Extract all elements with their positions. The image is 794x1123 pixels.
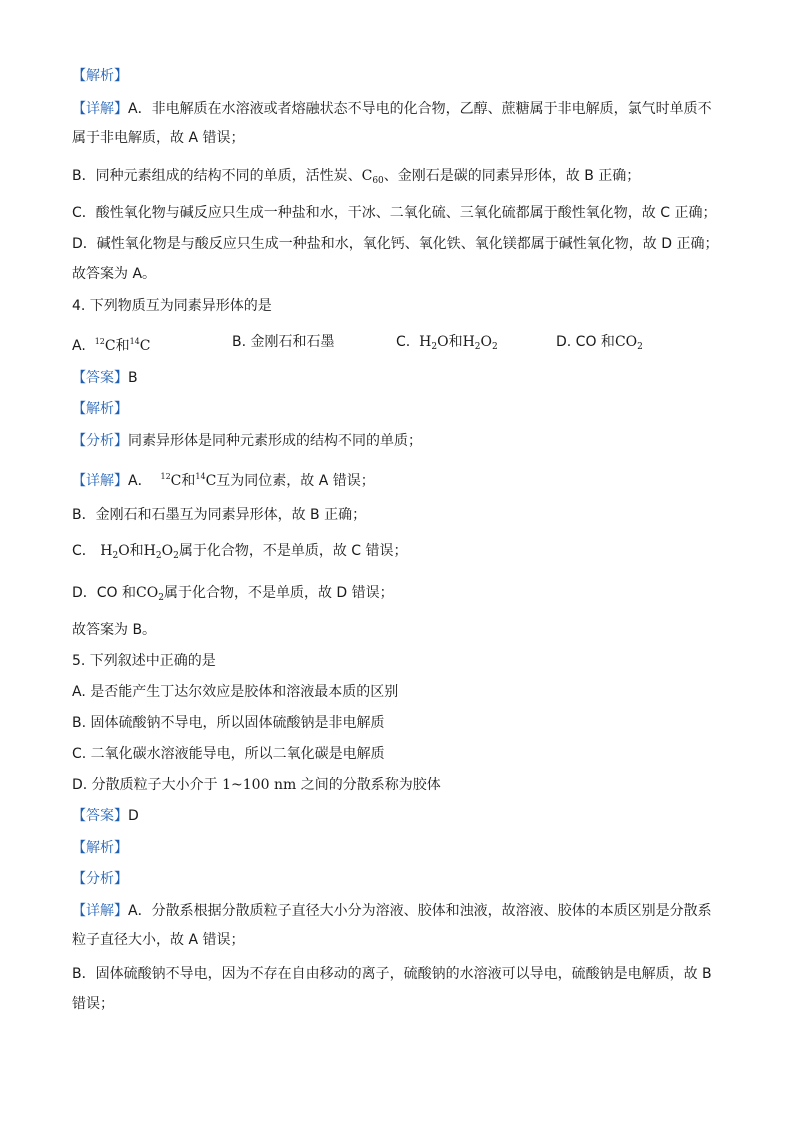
q4-opt-a-mid: 和 [115, 338, 130, 354]
q4-opt-d-co: CO [614, 334, 638, 350]
q4-opt-c-two3: 2 [492, 342, 498, 352]
q3-detail-a-line1 [72, 99, 712, 119]
q5-detail-label: 【详解】 [72, 903, 128, 919]
q4-option-a [72, 332, 151, 356]
q5-answer [72, 806, 139, 826]
q4-opt-c-o2: O [480, 334, 493, 350]
q4-option-c [396, 332, 498, 357]
q4-opt-c-prefix: C. [396, 334, 411, 350]
q4-d-c-h2: H [143, 543, 156, 559]
q5-analysis-label: 【分析】 [72, 871, 128, 887]
q4-answer-line: 故答案为 B。 [72, 622, 157, 638]
q4-answer [72, 368, 138, 388]
q4-answer-value: B [128, 370, 138, 386]
q4-d-d-prefix: D．CO 和 [72, 585, 137, 601]
q5-detail-a-text: A．分散系根据分散质粒子直径大小分为溶液、胶体和浊液，故溶液、胶体的本质区别是分散系 [128, 903, 712, 919]
q3-b-c: C [361, 168, 373, 184]
q4-option-b: B. 金刚石和石墨 [232, 334, 335, 350]
q4-detail-c [72, 541, 408, 566]
q5-detail-a-line1 [72, 901, 712, 921]
q3-detail-label: 【详解】 [72, 101, 128, 117]
q4-d-c-o2: O [161, 543, 174, 559]
q4-d-c-h: H [100, 543, 113, 559]
q4-d-c-two2: 2 [155, 551, 162, 561]
q4-d-a-sup1: 12 [160, 472, 171, 481]
q3-b-post: 、金刚石是碳的同素异形体，故 B 正确； [383, 168, 641, 184]
q4-d-c-two: 2 [112, 551, 119, 561]
q4-answer-label: 【答案】 [72, 370, 128, 386]
q5-detail-a-line2: 粒子直径大小，故 A 错误； [72, 932, 245, 948]
q4-d-a-prefix: A． [128, 473, 152, 489]
q4-d-c-prefix: C． [72, 543, 96, 559]
q4-opt-d-prefix: D. CO 和 [556, 334, 615, 350]
q4-d-a-post: 互为同位素，故 A 错误； [216, 473, 375, 489]
q3-detail-b [72, 166, 640, 191]
q4-opt-c-h2: H [462, 334, 475, 350]
q4-opt-a-sup2: 14 [129, 337, 140, 346]
q4-d-c-o: O [118, 543, 130, 559]
q3-detail-c: C．酸性氧化物与碱反应只生成一种盐和水，干冰、二氧化硫、三氧化硫都属于酸性氧化物，故 C 正确； [72, 205, 717, 221]
q4-analysis-label: 【分析】 [72, 433, 128, 449]
q5-opt-d-unit: nm [273, 777, 297, 793]
q4-opt-a-c1: C [104, 338, 116, 354]
q4-detail-label: 【详解】 [72, 473, 128, 489]
q4-opt-a-sup1: 12 [94, 337, 105, 346]
q3-detail-d: D．碱性氧化物是与酸反应只生成一种盐和水，氧化钙、氧化铁、氧化镁都属于碱性氧化物，故 D 正确； [72, 236, 719, 252]
q5-option-b: B. 固体硫酸钠不导电，所以固体硫酸钠是非电解质 [72, 715, 385, 731]
q5-detail-b-line1: B．固体硫酸钠不导电，因为不存在自由移动的离子，硫酸钠的水溶液可以导电，硫酸钠是电解质，故 B [72, 966, 712, 982]
q4-opt-c-h: H [419, 334, 432, 350]
q4-d-a-mid: 和 [181, 473, 196, 489]
q4-d-a-sup2: 14 [195, 472, 206, 481]
q5-option-a: A. 是否能产生丁达尔效应是胶体和溶液最本质的区别 [72, 684, 399, 700]
q3-detail-a-line2: 属于非电解质，故 A 错误； [72, 130, 245, 146]
q5-opt-d-pre: D. 分散质粒子大小介于 [72, 777, 218, 793]
q5-answer-value: D [128, 808, 139, 824]
q5-option-d [72, 775, 441, 795]
q4-d-c-and: 和 [129, 543, 144, 559]
q5-option-c: C. 二氧化碳水溶液能导电，所以二氧化碳是电解质 [72, 746, 385, 762]
q4-stem: 4. 下列物质互为同素异形体的是 [72, 298, 272, 314]
q4-jiexi-label: 【解析】 [72, 401, 128, 417]
q4-d-d-two: 2 [158, 593, 164, 603]
q4-d-c-post: 属于化合物，不是单质，故 C 错误； [178, 543, 408, 559]
q3-detail-a-text: A．非电解质在水溶液或者熔融状态不导电的化合物，乙醇、蔗糖属于非电解质，氯气时单质不 [128, 101, 712, 117]
q3-answer-line: 故答案为 A。 [72, 266, 157, 282]
q4-opt-c-and: 和 [448, 334, 463, 350]
q4-d-d-post: 属于化合物，不是单质，故 D 错误； [163, 585, 394, 601]
q4-opt-a-c2: C [139, 338, 151, 354]
q4-opt-c-two: 2 [431, 342, 438, 352]
q4-opt-d-two: 2 [637, 342, 643, 352]
q5-opt-d-post: 之间的分散系称为胶体 [300, 777, 441, 793]
q5-jiexi-label: 【解析】 [72, 840, 128, 856]
q4-options [72, 332, 732, 354]
q4-analysis [72, 431, 422, 451]
q4-analysis-text: 同素异形体是同种元素形成的结构不同的单质； [128, 433, 422, 449]
q4-d-c-two3: 2 [173, 551, 179, 561]
q5-detail-b-line2: 错误； [72, 996, 114, 1012]
q4-opt-a-prefix: A. [72, 338, 86, 354]
q4-opt-c-o: O [437, 334, 449, 350]
q4-d-a-c2: C [205, 473, 217, 489]
q3-b-pre: B．同种元素组成的结构不同的单质，活性炭、 [72, 168, 362, 184]
q5-answer-label: 【答案】 [72, 808, 128, 824]
q5-opt-d-range: 1~100 [222, 777, 270, 793]
q3-b-sub: 60 [372, 176, 384, 186]
q4-opt-c-two2: 2 [474, 342, 481, 352]
q3-jiexi-label: 【解析】 [72, 68, 128, 84]
q4-d-a-c1: C [170, 473, 182, 489]
q5-stem: 5. 下列叙述中正确的是 [72, 653, 216, 669]
q4-option-d [556, 332, 643, 357]
q4-detail-b: B．金刚石和石墨互为同素异形体，故 B 正确； [72, 507, 367, 523]
q4-d-d-co: CO [136, 585, 159, 601]
q4-detail-a [72, 467, 375, 491]
q4-detail-d [72, 583, 394, 608]
